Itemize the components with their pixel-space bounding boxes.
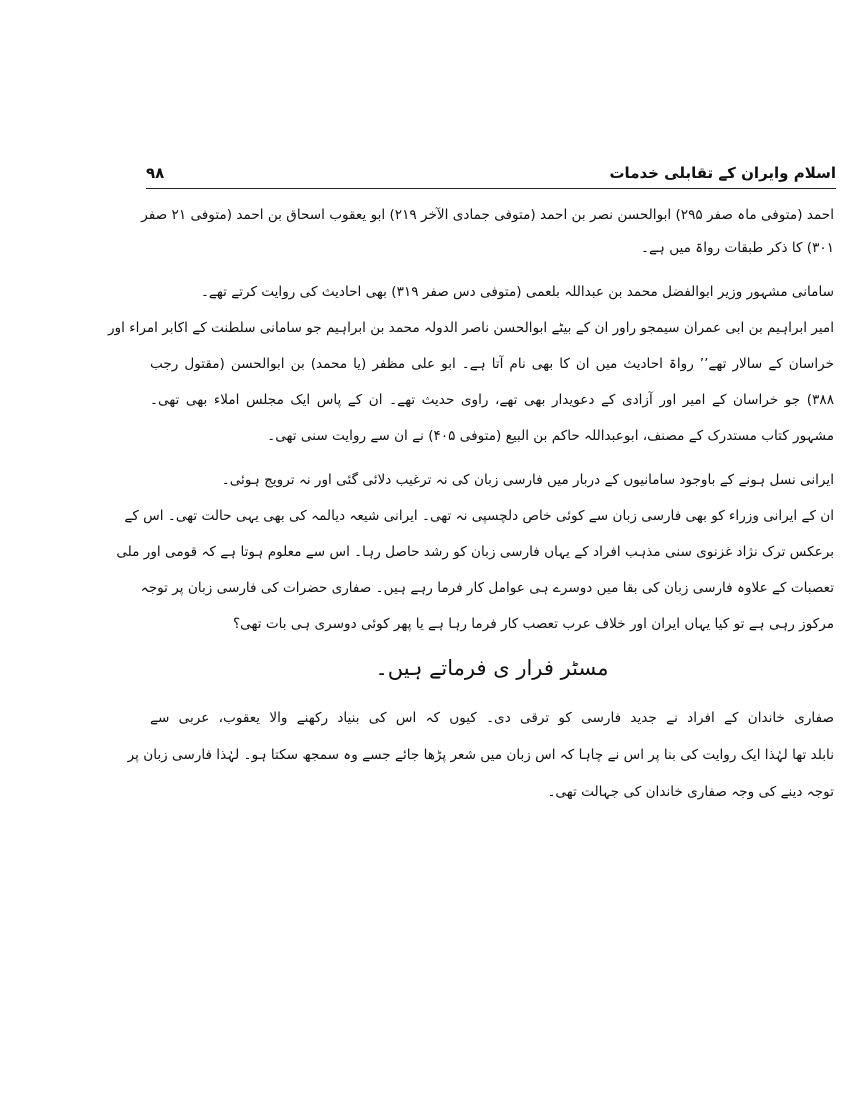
- running-header: [146, 158, 836, 188]
- text-line: امیر ابراہیم بن ابی عمران سیمجو راور ان کے بیٹے ابوالحسن ناصر الدولہ محمد بن ابراہیم جو سامانی سلطنت کے اکابر امراء اور: [107, 320, 834, 336]
- text-line: خراسان کے سالار تھے’’ رواۃ احادیث میں ان کا بھی نام آتا ہے۔ ابو علی مظفر (یا محمد) بن ابوالحسن (مقتول رجب: [150, 356, 834, 372]
- section-heading: مسٹر فرار ی فرماتے ہیں۔: [375, 656, 609, 680]
- quote-line: نابلد تھا لہٰذا ایک روایت کی بنا پر اس نے چاہا کہ اس زبان میں شعر پڑھا جائے جسے وہ سمجھ سکتا ہو۔ لہٰذا فارسی زبان پر: [127, 747, 834, 763]
- text-line: مشہور کتاب مستدرک کے مصنف، ابوعبداللہ حاکم بن البیع (متوفی ۴۰۵) نے ان سے روایت سنی تھی۔: [267, 428, 834, 444]
- text-line: ۳۸۸) جو خراسان کے امیر اور آزادی کے دعویدار بھی تھے، راوی حدیث تھے۔ ان کے پاس ایک مجلس املاء بھی تھی۔: [150, 392, 834, 408]
- running-title: اسلام وایران کے تقابلی خدمات: [609, 164, 836, 182]
- text-line: تعصبات کے علاوہ فارسی زبان کی بقا میں دوسرے ہی عوامل کار فرما رہے ہیں۔ صفاری حضرات کی فارسی زبان پر توجہ: [140, 580, 834, 596]
- text-line: احمد (متوفی ماہ صفر ۲۹۵) ابوالحسن نصر بن احمد (متوفی جمادی الآخر ۲۱۹) ابو یعقوب اسحاق بن احمد (متوفی ۲۱ صفر: [141, 207, 834, 223]
- page-number: ۹۸: [146, 164, 165, 182]
- text-line: سامانی مشہور وزیر ابوالفضل محمد بن عبداللہ بلعمی (متوفی دس صفر ۳۱۹) بھی احادیث کی روایت کرتے تھے۔: [200, 284, 834, 300]
- quote-line: صفاری خاندان کے افراد نے جدید فارسی کو ترقی دی۔ کیوں کہ اس کی بنیاد رکھنے والا یعقوب، عربی سے: [150, 710, 834, 726]
- text-line: برعکس ترک نژاد غزنوی سنی مذہب افراد کے یہاں فارسی زبان کو رشد حاصل رہا۔ اس سے معلوم ہوتا ہے کہ قومی اور ملی: [116, 544, 834, 560]
- text-line: مرکوز رہی ہے تو کیا یہاں ایران اور خلاف عرب تعصب کار فرما رہا ہے یا پھر کوئی دوسری ہی بات تھی؟: [232, 616, 834, 632]
- text-line: ۳۰۱) کا ذکر طبقات رواۃ میں ہے۔: [640, 240, 834, 256]
- quote-line: توجہ دینے کی وجہ صفاری خاندان کی جہالت تھی۔: [547, 784, 834, 800]
- header-rule: [146, 188, 836, 189]
- text-line: ان کے ایرانی وزراء کو بھی فارسی زبان سے کوئی خاص دلچسپی نہ تھی۔ ایرانی شیعہ دیالمہ کی بھی یہی حالت تھی۔ اس کے: [124, 508, 834, 524]
- text-line: ایرانی نسل ہونے کے باوجود سامانیوں کے دربار میں فارسی زبان کی نہ ترغیب دلائی گئی اور نہ ترویج ہوئی۔: [221, 472, 834, 488]
